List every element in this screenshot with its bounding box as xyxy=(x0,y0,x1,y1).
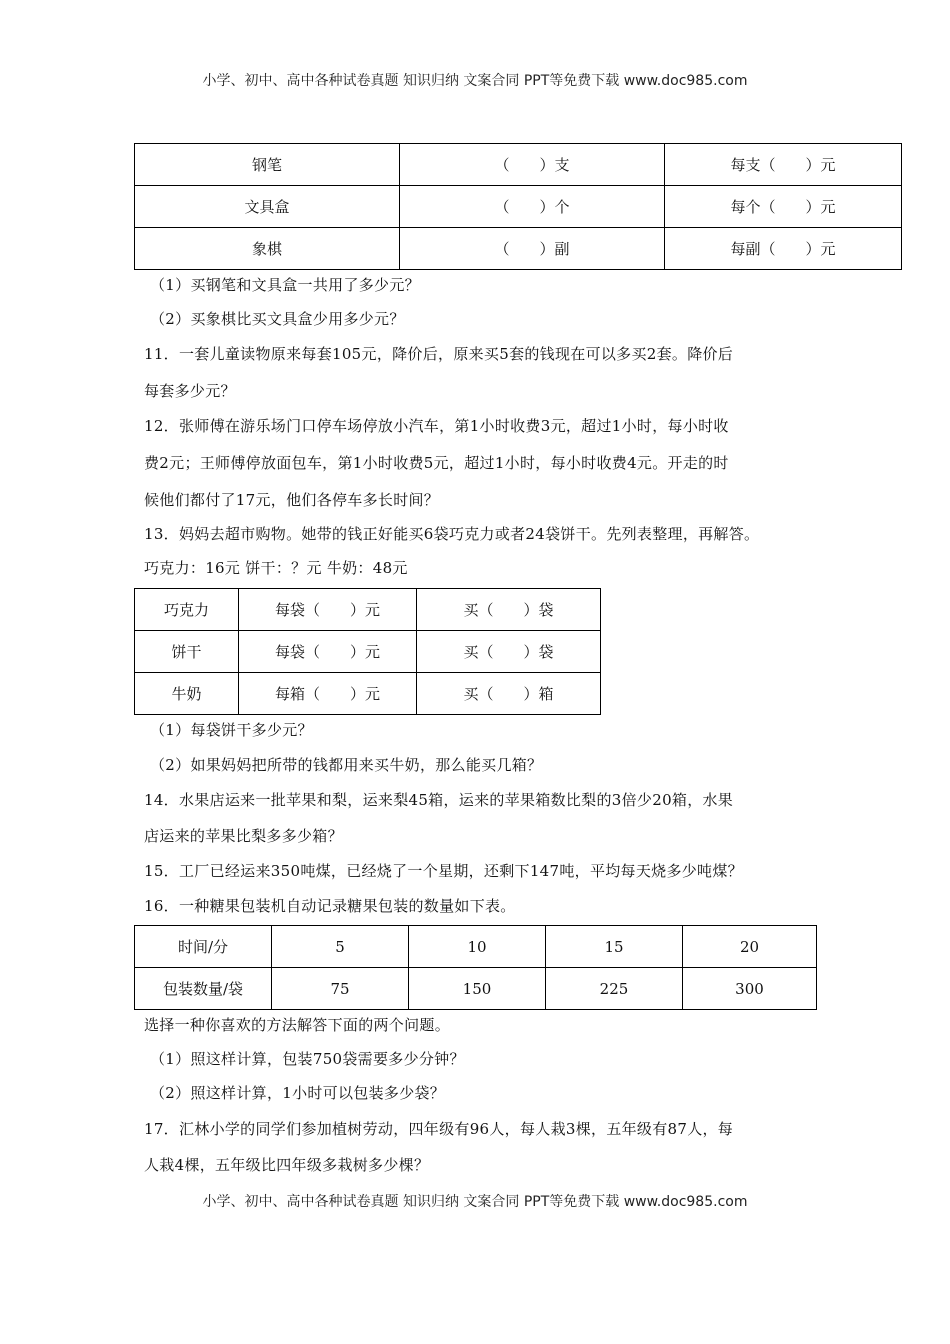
table-cell: 每袋（ ）元 xyxy=(239,589,417,631)
table-cell: 买（ ）袋 xyxy=(417,589,601,631)
table-cell: 买（ ）箱 xyxy=(417,673,601,715)
table-cell: 钢笔 xyxy=(135,144,400,186)
question-text: （2）如果妈妈把所带的钱都用来买牛奶，那么能买几箱？ xyxy=(150,756,543,774)
question-15: 15．工厂已经运来350吨煤，已经烧了一个星期，还剩下147吨，平均每天烧多少吨煤？ xyxy=(144,862,743,880)
table-cell: 225 xyxy=(546,968,683,1010)
table-cell: 5 xyxy=(272,926,409,968)
table-cell: 每支（ ）元 xyxy=(665,144,902,186)
stationery-table xyxy=(134,143,902,270)
table-cell: （ ）支 xyxy=(400,144,665,186)
question-text: 巧克力：16元 饼干：？元 牛奶：48元 xyxy=(144,559,408,577)
table-cell: 20 xyxy=(683,926,817,968)
table-cell: 每副（ ）元 xyxy=(665,228,902,270)
table-cell: 每袋（ ）元 xyxy=(239,631,417,673)
question-text: （2）照这样计算，1小时可以包装多少袋？ xyxy=(150,1084,446,1102)
question-17: 17．汇林小学的同学们参加植树劳动，四年级有96人，每人栽3棵，五年级有87人，每 xyxy=(144,1120,734,1138)
question-text: 店运来的苹果比梨多多少箱？ xyxy=(144,827,343,845)
question-text: （1）买钢笔和文具盒一共用了多少元？ xyxy=(150,276,420,294)
question-text: （2）买象棋比买文具盒少用多少元？ xyxy=(150,310,405,328)
question-text: （1）每袋饼干多少元？ xyxy=(150,721,313,739)
table-cell: 每箱（ ）元 xyxy=(239,673,417,715)
shopping-table xyxy=(134,588,601,715)
question-13: 13．妈妈去超市购物。她带的钱正好能买6袋巧克力或者24袋饼干。先列表整理，再解答。 xyxy=(144,525,760,543)
table-cell: 牛奶 xyxy=(135,673,239,715)
table-cell: 饼干 xyxy=(135,631,239,673)
page-footer: 小学、初中、高中各种试卷真题 知识归纳 文案合同 PPT等免费下载 www.doc985.com xyxy=(202,1194,748,1210)
packaging-table xyxy=(134,925,817,1010)
table-cell: 包装数量/袋 xyxy=(135,968,272,1010)
table-cell: 时间/分 xyxy=(135,926,272,968)
table-cell: 巧克力 xyxy=(135,589,239,631)
table-cell: 150 xyxy=(409,968,546,1010)
question-text: 候他们都付了17元，他们各停车多长时间？ xyxy=(144,491,440,509)
table-cell: （ ）副 xyxy=(400,228,665,270)
question-text: 人栽4棵，五年级比四年级多栽树多少棵？ xyxy=(144,1156,430,1174)
question-text: 费2元；王师傅停放面包车，第1小时收费5元，超过1小时，每小时收费4元。开走的时 xyxy=(144,454,729,472)
table-cell: 75 xyxy=(272,968,409,1010)
question-16: 16．一种糖果包装机自动记录糖果包装的数量如下表。 xyxy=(144,897,516,915)
table-cell: 买（ ）袋 xyxy=(417,631,601,673)
table-cell: 10 xyxy=(409,926,546,968)
question-11: 11．一套儿童读物原来每套105元，降价后，原来买5套的钱现在可以多买2套。降价后 xyxy=(144,345,734,363)
question-text: 选择一种你喜欢的方法解答下面的两个问题。 xyxy=(144,1016,451,1034)
question-12: 12．张师傅在游乐场门口停车场停放小汽车，第1小时收费3元，超过1小时，每小时收 xyxy=(144,417,729,435)
question-text: （1）照这样计算，包装750袋需要多少分钟？ xyxy=(150,1050,465,1068)
question-14: 14．水果店运来一批苹果和梨，运来梨45箱，运来的苹果箱数比梨的3倍少20箱，水果 xyxy=(144,791,734,809)
table-cell: 文具盒 xyxy=(135,186,400,228)
page-header: 小学、初中、高中各种试卷真题 知识归纳 文案合同 PPT等免费下载 www.doc985.com xyxy=(202,73,748,89)
table-cell: 15 xyxy=(546,926,683,968)
table-cell: （ ）个 xyxy=(400,186,665,228)
question-text: 每套多少元？ xyxy=(144,382,236,400)
table-cell: 300 xyxy=(683,968,817,1010)
table-cell: 每个（ ）元 xyxy=(665,186,902,228)
table-cell: 象棋 xyxy=(135,228,400,270)
